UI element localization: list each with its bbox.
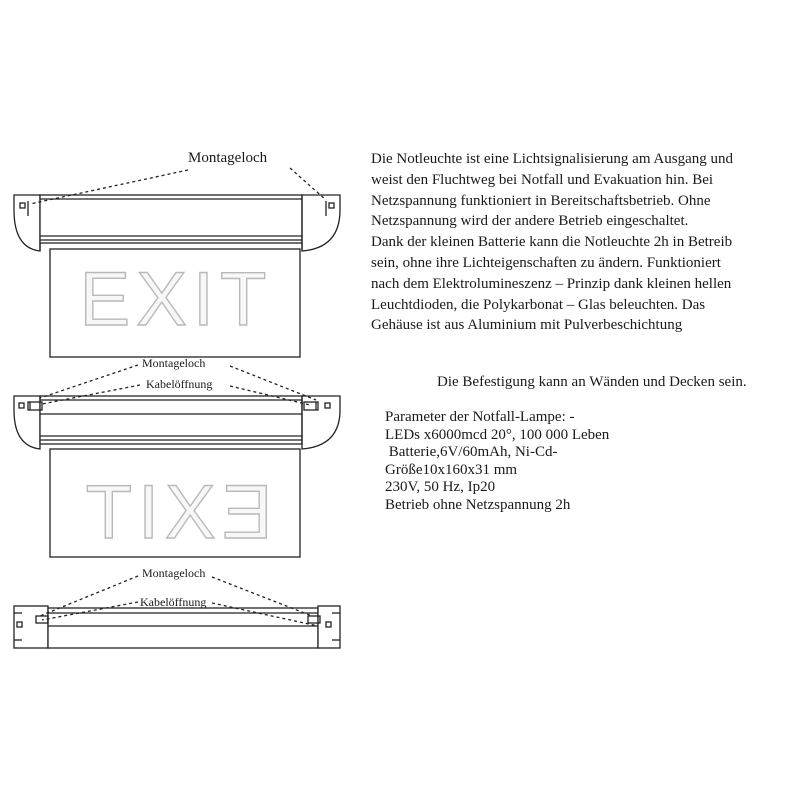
left-end-cap <box>14 195 40 251</box>
description-line: Gehäuse ist aus Aluminium mit Pulverbeschichtung <box>371 317 683 334</box>
label-montageloch: Montageloch <box>142 356 206 370</box>
description-line: weist den Fluchtweg bei Notfall und Evakuation hin. Bei <box>371 171 714 188</box>
mounting-note: Die Befestigung kann an Wänden und Decken sein. <box>437 374 747 390</box>
mounting-hole-left <box>19 403 24 408</box>
housing-body <box>40 396 302 444</box>
left-end-cap <box>14 396 40 449</box>
parameter-line: Batterie,6V/60mAh, Ni-Cd- <box>385 444 558 460</box>
description-line: Leuchtdioden, die Polykarbonat – Glas beleuchten. Das <box>371 296 706 313</box>
mounting-hole-left <box>20 203 25 208</box>
mounting-hole-right <box>329 203 334 208</box>
product-description <box>371 149 781 336</box>
lamp-top-view <box>14 576 340 648</box>
exit-sign-text-mirrored: EXIT <box>79 470 273 555</box>
housing-body <box>48 608 318 648</box>
description-line: Netzspannung funktioniert in Bereitschaftsbetrieb. Ohne <box>371 192 711 209</box>
parameter-line: Betrieb ohne Netzspannung 2h <box>385 496 571 513</box>
label-montageloch: Montageloch <box>188 150 268 166</box>
description-line: sein, ohne ihre Lichteigenschaften zu ändern. Funktioniert <box>371 254 721 271</box>
label-kabeloeffnung: Kabelöffnung <box>140 595 207 609</box>
parameter-line: 230V, 50 Hz, Ip20 <box>385 479 496 495</box>
parameter-line: Größe10x160x31 mm <box>385 461 518 478</box>
description-line: Die Notleuchte ist eine Lichtsignalisierung am Ausgang und <box>371 151 734 167</box>
parameter-line: LEDs x6000mcd 20°, 100 000 Leben <box>385 426 610 443</box>
mounting-hole-right <box>325 403 330 408</box>
label-kabeloeffnung: Kabelöffnung <box>146 377 213 391</box>
label-montageloch: Montageloch <box>142 566 206 580</box>
description-line: nach dem Elektrolumineszenz – Prinzip dank kleinen hellen <box>371 275 732 292</box>
exit-sign-text: EXIT <box>79 257 273 342</box>
parameter-line: Parameter der Notfall-Lampe: - <box>385 409 575 425</box>
description-line: Dank der kleinen Batterie kann die Notleuchte 2h in Betreib <box>371 234 733 251</box>
parameter-list <box>385 409 609 514</box>
description-line: Netzspannung wird der andere Betrieb eingeschaltet. <box>371 213 689 230</box>
